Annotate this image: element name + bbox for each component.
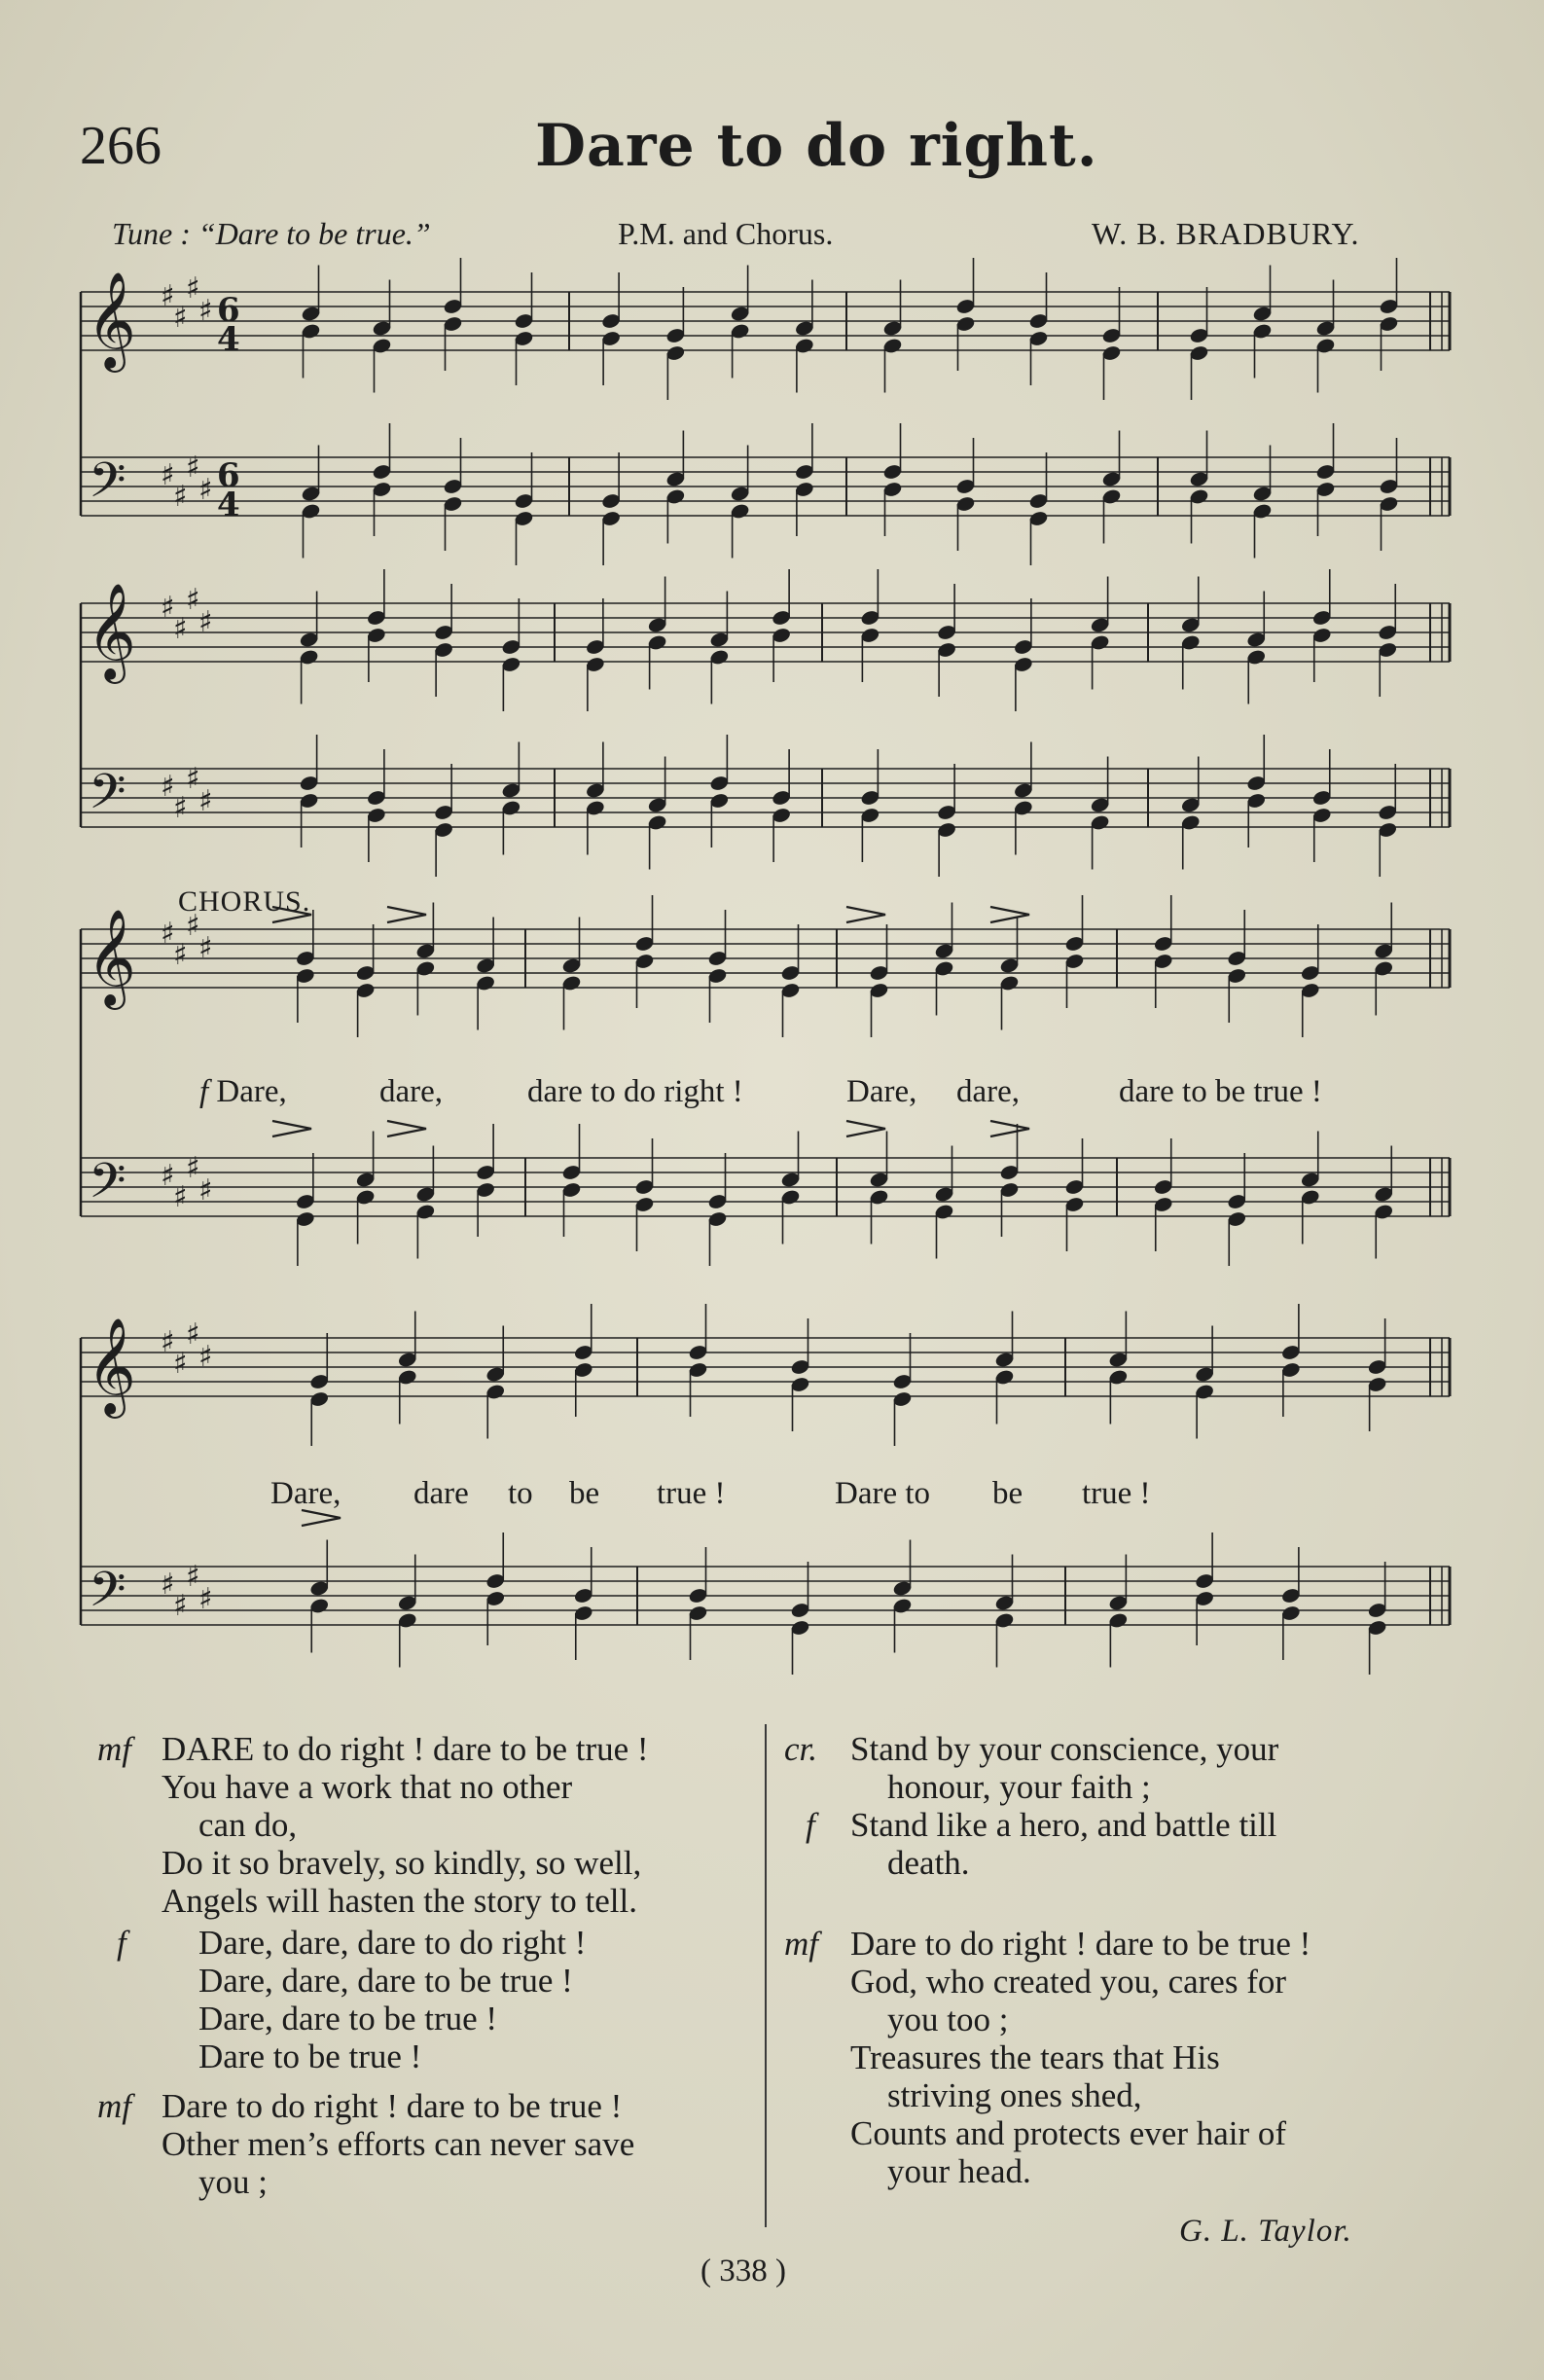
lyric-chorus-3: dare to do right !	[527, 1074, 743, 1109]
verse-line: you ;	[198, 2163, 268, 2201]
key-signature-sharp: ♯	[173, 480, 188, 514]
key-signature-sharp: ♯	[161, 1325, 175, 1359]
verse-line: your head.	[887, 2152, 1031, 2190]
key-signature-sharp: ♯	[198, 931, 213, 965]
dynamic-f: f	[199, 1074, 209, 1109]
dynamic-f: f	[117, 1924, 126, 1962]
key-signature-sharp: ♯	[161, 1159, 175, 1193]
lyric-chorus-11: true !	[657, 1476, 726, 1511]
key-signature-sharp: ♯	[173, 1180, 188, 1214]
time-signature: 4	[217, 486, 240, 524]
key-signature-sharp: ♯	[186, 583, 200, 617]
accent-mark	[990, 907, 1029, 922]
lyric-chorus-7: Dare,	[270, 1476, 341, 1511]
lyric-chorus-13: be	[992, 1476, 1023, 1511]
key-signature-sharp: ♯	[198, 473, 213, 507]
page-number: ( 338 )	[700, 2254, 786, 2289]
verse-line: death.	[887, 1844, 970, 1882]
lyricist: G. L. Taylor.	[1179, 2214, 1352, 2249]
lyric-chorus-12: Dare to	[835, 1476, 931, 1511]
key-signature-sharp: ♯	[198, 605, 213, 639]
lyric-chorus-2: dare,	[379, 1074, 444, 1109]
verse-line: Dare, dare to be true !	[198, 2000, 498, 2037]
key-signature-sharp: ♯	[198, 1173, 213, 1208]
dynamic-f: f	[806, 1806, 815, 1844]
dynamic-mf: mf	[784, 1925, 818, 1963]
verse-line: God, who created you, cares for	[850, 1963, 1287, 2001]
lyric-chorus-6: dare to be true !	[1119, 1074, 1322, 1109]
hymn-title: Dare to do right.	[535, 112, 1098, 180]
accent-mark	[302, 1510, 341, 1526]
verse-line: Dare to be true !	[198, 2037, 422, 2075]
treble-clef-icon: 𝄞	[87, 909, 136, 1006]
dynamic-mf: mf	[97, 2087, 131, 2125]
verse-line: Counts and protects ever hair of	[850, 2114, 1287, 2152]
accent-mark	[846, 1121, 885, 1136]
accent-mark	[846, 907, 885, 922]
lyric-chorus-4: Dare,	[846, 1074, 917, 1109]
verse-line: striving ones shed,	[887, 2076, 1142, 2114]
meter: P.M. and Chorus.	[618, 216, 834, 251]
verse-line: Dare, dare, dare to be true !	[198, 1962, 573, 2000]
verse-line: Treasures the tears that His	[850, 2038, 1220, 2076]
key-signature-sharp: ♯	[161, 591, 175, 625]
key-signature-sharp: ♯	[186, 762, 200, 796]
verse-line: you too ;	[887, 2001, 1009, 2038]
lyric-chorus-1: f Dare,	[199, 1074, 287, 1109]
accent-mark	[272, 1121, 311, 1136]
chorus-label: CHORUS.	[178, 885, 311, 918]
key-signature-sharp: ♯	[161, 279, 175, 313]
key-signature-sharp: ♯	[186, 1151, 200, 1185]
key-signature-sharp: ♯	[161, 458, 175, 492]
key-signature-sharp: ♯	[173, 1589, 188, 1623]
verse-line: f Stand like a hero, and battle till	[806, 1806, 1277, 1844]
time-signature: 6	[217, 456, 240, 495]
lyric-chorus-9: to	[508, 1476, 533, 1511]
verse-line: can do,	[198, 1806, 298, 1844]
key-signature-sharp: ♯	[173, 1347, 188, 1381]
verse-line: cr. Stand by your conscience, your	[784, 1730, 1279, 1768]
lyric-chorus-14: true !	[1082, 1476, 1151, 1511]
lyric-chorus-5: dare,	[956, 1074, 1021, 1109]
hymn-number: 266	[80, 116, 162, 176]
key-signature-sharp: ♯	[198, 294, 213, 328]
treble-clef-icon: 𝄞	[87, 1317, 136, 1415]
key-signature-sharp: ♯	[198, 1582, 213, 1616]
key-signature-sharp: ♯	[173, 301, 188, 335]
bass-clef-icon: 𝄢	[89, 1562, 126, 1630]
key-signature-sharp: ♯	[198, 784, 213, 818]
bass-clef-icon: 𝄢	[89, 1153, 126, 1221]
key-signature-sharp: ♯	[173, 938, 188, 972]
composer: W. B. BRADBURY.	[1092, 216, 1360, 251]
key-signature-sharp: ♯	[186, 1560, 200, 1594]
verse-line: Do it so bravely, so kindly, so well,	[162, 1844, 642, 1882]
verse-line: Other men’s efforts can never save	[162, 2125, 635, 2163]
accent-mark	[387, 907, 426, 922]
verse-line: You have a work that no other	[162, 1768, 573, 1806]
verse-line: mf Dare to do right ! dare to be true !	[784, 1925, 1311, 1963]
dynamic-cr: cr.	[784, 1730, 818, 1768]
key-signature-sharp: ♯	[173, 791, 188, 825]
time-signature: 4	[217, 320, 240, 359]
column-divider	[765, 1724, 767, 2227]
treble-clef-icon: 𝄞	[87, 583, 136, 680]
verses-left-column	[97, 1730, 769, 2201]
verses-right-column	[784, 1730, 1465, 2190]
time-signature: 6	[217, 291, 240, 330]
key-signature-sharp: ♯	[186, 271, 200, 306]
tune-prefix: Tune :	[112, 216, 191, 251]
accent-mark	[990, 1121, 1029, 1136]
key-signature-sharp: ♯	[186, 909, 200, 943]
verse-line: Angels will hasten the story to tell.	[162, 1882, 637, 1920]
accent-mark	[387, 1121, 426, 1136]
verse-line: f Dare, dare, dare to do right !	[117, 1924, 587, 1962]
key-signature-sharp: ♯	[173, 612, 188, 646]
key-signature-sharp: ♯	[198, 1340, 213, 1374]
lyric-chorus-10: be	[569, 1476, 600, 1511]
verse-line: honour, your faith ;	[887, 1768, 1151, 1806]
key-signature-sharp: ♯	[161, 917, 175, 951]
treble-clef-icon: 𝄞	[87, 271, 136, 369]
key-signature-sharp: ♯	[186, 1317, 200, 1352]
verse-line: mf Dare to do right ! dare to be true !	[97, 2087, 623, 2125]
key-signature-sharp: ♯	[186, 451, 200, 485]
bass-clef-icon: 𝄢	[89, 452, 126, 521]
key-signature-sharp: ♯	[161, 1568, 175, 1602]
key-signature-sharp: ♯	[161, 770, 175, 804]
tune-name: “Dare to be true.”	[197, 216, 431, 251]
dynamic-mf: mf	[97, 1730, 131, 1768]
verse-line: mf DARE to do right ! dare to be true !	[97, 1730, 649, 1768]
bass-clef-icon: 𝄢	[89, 764, 126, 832]
lyric-chorus-8: dare	[413, 1476, 469, 1511]
